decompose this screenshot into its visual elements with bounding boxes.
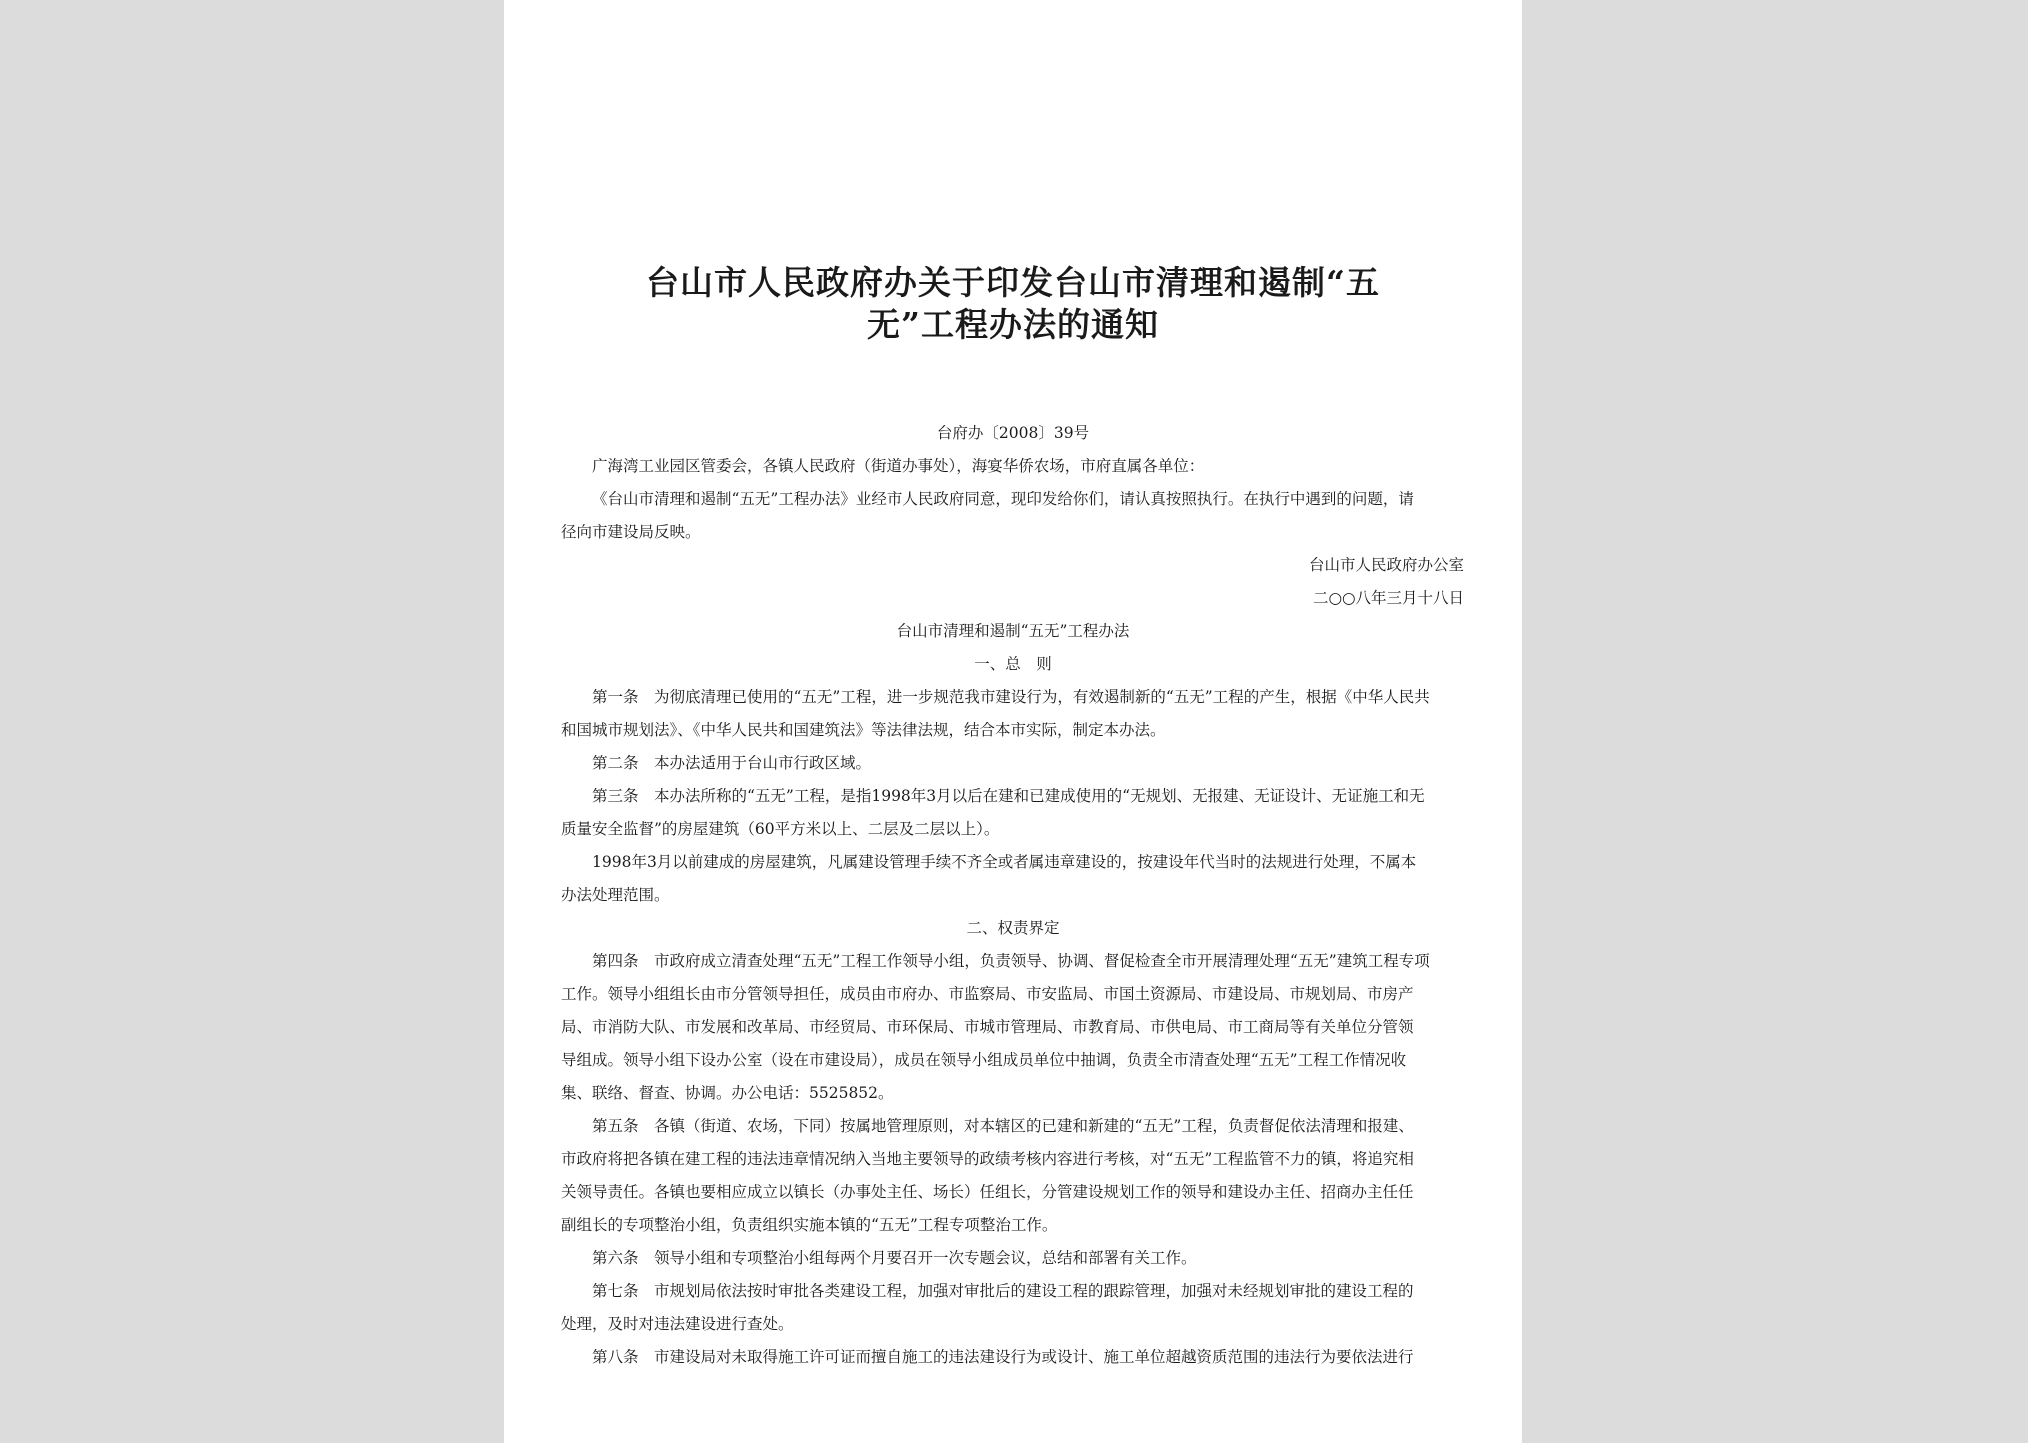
article-8-line-1: 第八条 市建设局对未取得施工许可证而擅自施工的违法建设行为或设计、施工单位超越资质范围的违法行为要依法进行 <box>592 1348 1414 1366</box>
article-5-line-2: 市政府将把各镇在建工程的违法违章情况纳入当地主要领导的政绩考核内容进行考核，对“五无”工程监管不力的镇，将追究相 <box>561 1150 1414 1168</box>
article-2: 第二条 本办法适用于台山市行政区域。 <box>592 754 872 772</box>
article-3-line-1: 第三条 本办法所称的“五无”工程，是指1998年3月以后在建和已建成使用的“无规划、无报建、无证设计、无证施工和无 <box>592 787 1425 805</box>
issuer: 台山市人民政府办公室 <box>1308 556 1464 574</box>
document-title <box>504 262 1522 346</box>
title-line-1: 台山市人民政府办关于印发台山市清理和遏制“五 <box>646 263 1380 302</box>
document-number: 台府办〔2008〕39号 <box>936 424 1090 442</box>
article-4-line-2: 工作。领导小组组长由市分管领导担任，成员由市府办、市监察局、市安监局、市国土资源局、市建设局、市规划局、市房产 <box>561 985 1414 1003</box>
article-7-line-2: 处理，及时对违法建设进行查处。 <box>561 1315 794 1333</box>
article-3-line-3: 1998年3月以前建成的房屋建筑，凡属建设管理手续不齐全或者属违章建设的，按建设年代当时的法规进行处理，不属本 <box>592 853 1417 871</box>
addressee: 广海湾工业园区管委会，各镇人民政府（街道办事处），海宴华侨农场，市府直属各单位： <box>592 457 1205 475</box>
section-2-heading: 二、权责界定 <box>966 919 1060 937</box>
article-5-line-1: 第五条 各镇（街道、农场，下同）按属地管理原则，对本辖区的已建和新建的“五无”工程，负责督促依法清理和报建、 <box>592 1117 1414 1135</box>
article-7-line-1: 第七条 市规划局依法按时审批各类建设工程，加强对审批后的建设工程的跟踪管理，加强对未经规划审批的建设工程的 <box>592 1282 1414 1300</box>
article-5-line-3: 关领导责任。各镇也要相应成立以镇长（办事处主任、场长）任组长，分管建设规划工作的领导和建设办主任、招商办主任任 <box>561 1183 1414 1201</box>
section-1-heading: 一、总 则 <box>974 655 1052 673</box>
article-4-line-3: 局、市消防大队、市发展和改革局、市经贸局、市环保局、市城市管理局、市教育局、市供电局、市工商局等有关单位分管领 <box>561 1018 1414 1036</box>
article-1-line-2: 和国城市规划法》、《中华人民共和国建筑法》等法律法规，结合本市实际，制定本办法。 <box>561 721 1166 739</box>
article-4-line-4: 导组成。领导小组下设办公室（设在市建设局），成员在领导小组成员单位中抽调，负责全市清查处理“五无”工程工作情况收 <box>561 1051 1407 1069</box>
title-line-2: 无”工程办法的通知 <box>867 305 1159 344</box>
article-5-line-4: 副组长的专项整治小组，负责组织实施本镇的“五无”工程专项整治工作。 <box>561 1216 1058 1234</box>
intro-line-2: 径向市建设局反映。 <box>561 523 701 541</box>
document-page <box>504 0 1522 1443</box>
article-6: 第六条 领导小组和专项整治小组每两个月要召开一次专题会议，总结和部署有关工作。 <box>592 1249 1197 1267</box>
article-1-line-1: 第一条 为彻底清理已使用的“五无”工程，进一步规范我市建设行为，有效遏制新的“五无”工程的产生，根据《中华人民共 <box>592 688 1430 706</box>
issue-date: 二○○八年三月十八日 <box>1312 589 1464 607</box>
article-3-line-4: 办法处理范围。 <box>561 886 670 904</box>
attachment-title: 台山市清理和遏制“五无”工程办法 <box>896 622 1130 640</box>
article-3-line-2: 质量安全监督”的房屋建筑（60平方米以上、二层及二层以上）。 <box>561 820 1000 838</box>
article-4-line-5: 集、联络、督查、协调。办公电话：5525852。 <box>561 1084 894 1102</box>
intro-line-1: 《台山市清理和遏制“五无”工程办法》业经市人民政府同意，现印发给你们，请认真按照执行。在执行中遇到的问题，请 <box>592 490 1414 508</box>
article-4-line-1: 第四条 市政府成立清查处理“五无”工程工作领导小组，负责领导、协调、督促检查全市开展清理处理“五无”建筑工程专项 <box>592 952 1430 970</box>
